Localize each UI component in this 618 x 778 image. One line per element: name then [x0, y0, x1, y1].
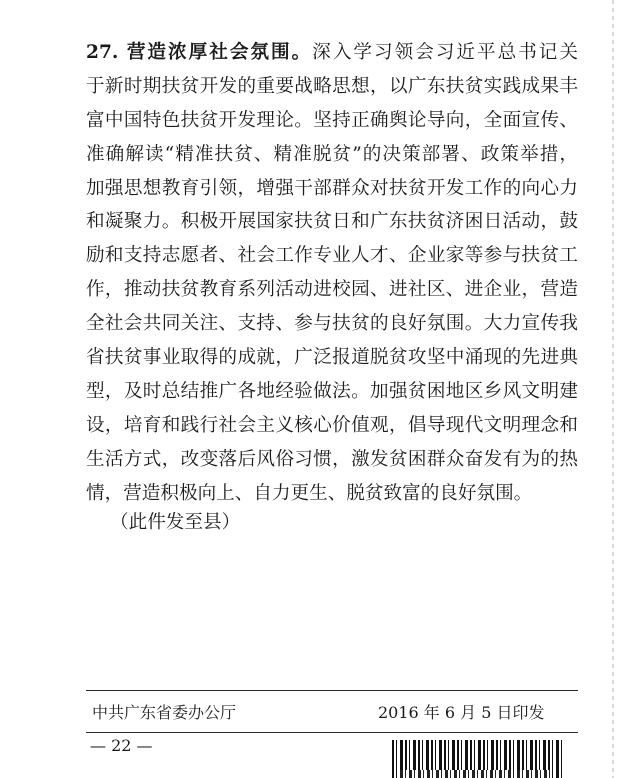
paragraph-line-7: 励和支持志愿者、社会工作专业人才、企业家等参与扶贫工: [86, 245, 578, 267]
paragraph-line-13: 生活方式，改变落后风俗习惯，激发贫困群众奋发有为的热: [86, 448, 578, 470]
paragraph-line-1: [86, 36, 578, 70]
paragraph-line-6: 和凝聚力。积极开展国家扶贫日和广东扶贫济困日活动，鼓: [86, 211, 578, 233]
paragraph-line-11: 型，及时总结推广各地经验做法。加强贫困地区乡风文明建: [86, 380, 578, 402]
scan-edge-artifact: [612, 0, 614, 778]
barcode-strip-icon: [400, 770, 550, 778]
paragraph-27: [86, 36, 578, 510]
distribution-note: （此件发至县）: [110, 512, 241, 533]
paragraph-line-9: 全社会共同关注、支持、参与扶贫的良好氛围。大力宣传我: [86, 313, 578, 335]
paragraph-line-8: 作，推动扶贫教育系列活动进校园、进社区、进企业，营造: [86, 279, 578, 301]
paragraph-line-5: 加强思想教育引领，增强干部群众对扶贫开发工作的向心力: [86, 177, 578, 199]
issue-date: 2016 年 6 月 5 日印发: [378, 703, 545, 722]
paragraph-line-2: 于新时期扶贫开发的重要战略思想，以广东扶贫实践成果丰: [86, 75, 578, 97]
paragraph-line-10: 省扶贫事业取得的成就，广泛报道脱贫攻坚中涌现的先进典: [86, 347, 578, 369]
paragraph-line-14: 情，营造积极向上、自力更生、脱贫致富的良好氛围。: [86, 482, 533, 504]
section-heading: 27. 营造浓厚社会氛围。: [86, 42, 313, 63]
footer-bottom-rule: [86, 732, 578, 733]
paragraph-line-12: 设，培育和践行社会主义核心价值观，倡导现代文明理念和: [86, 414, 578, 436]
paragraph-line-4: 准确解读“精准扶贫、精准脱贫”的决策部署、政策举措，: [86, 143, 578, 165]
paragraph-line-1-text: 深入学习领会习近平总书记关: [312, 42, 578, 63]
footer-top-rule: [86, 690, 578, 691]
paragraph-line-3: 富中国特色扶贫开发理论。坚持正确舆论导向，全面宣传、: [86, 109, 578, 131]
page-number: — 22 —: [90, 736, 153, 755]
issuer-name: 中共广东省委办公厅: [92, 703, 237, 722]
